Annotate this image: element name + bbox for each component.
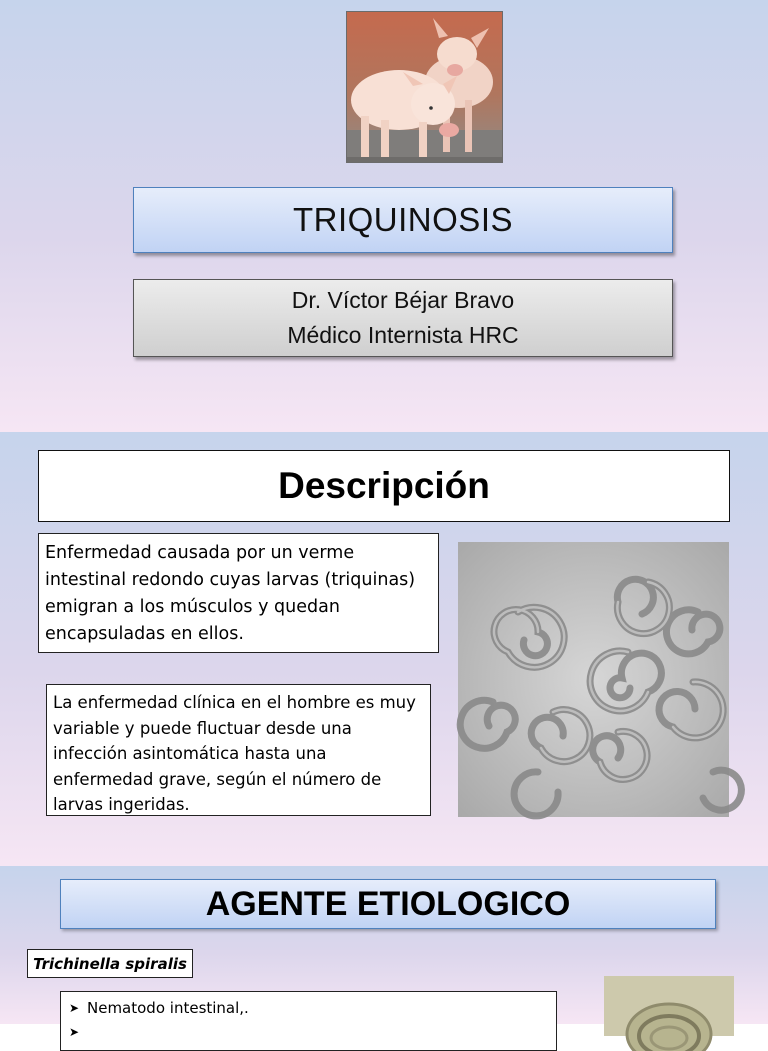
author-box <box>133 279 673 357</box>
arrowhead-bullet-icon: ➤ <box>69 1001 80 1015</box>
description-heading: Descripción <box>278 465 490 506</box>
pigs-photo <box>346 11 503 163</box>
list-item <box>69 996 548 1020</box>
author-role: Médico Internista HRC <box>287 322 519 348</box>
bullet-list <box>60 991 557 1051</box>
definition-text-box <box>38 533 439 653</box>
species-box <box>27 949 193 978</box>
description-heading-box <box>38 450 730 522</box>
author-name: Dr. Víctor Béjar Bravo <box>291 287 515 313</box>
encysted-larva-micrograph <box>604 976 734 1036</box>
species-name: Trichinella spiralis <box>33 954 187 973</box>
definition-text: Enfermedad causada por un verme intestinal redondo cuyas larvas (triquinas) emigran a los músculos y quedan encapsuladas en ellos. <box>45 543 416 644</box>
clinical-text-box <box>46 684 431 816</box>
clinical-text: La enfermedad clínica en el hombre es muy variable y puede fluctuar desde una infección asintomática hasta una enfermedad grave, según el número de larvas ingeridas. <box>53 693 416 814</box>
arrowhead-bullet-icon: ➤ <box>69 1025 80 1039</box>
list-item <box>69 1020 548 1044</box>
bullet-text: Nematodo intestinal,. <box>87 999 249 1017</box>
title-slide <box>0 0 768 432</box>
description-slide <box>0 432 768 866</box>
etiologic-agent-slide <box>0 866 768 1039</box>
trichinella-larvae-micrograph <box>458 542 729 817</box>
slide-title: TRIQUINOSIS <box>292 201 514 238</box>
agent-heading: AGENTE ETIOLOGICO <box>205 884 571 923</box>
title-box <box>133 187 673 253</box>
agent-heading-box <box>60 879 716 929</box>
